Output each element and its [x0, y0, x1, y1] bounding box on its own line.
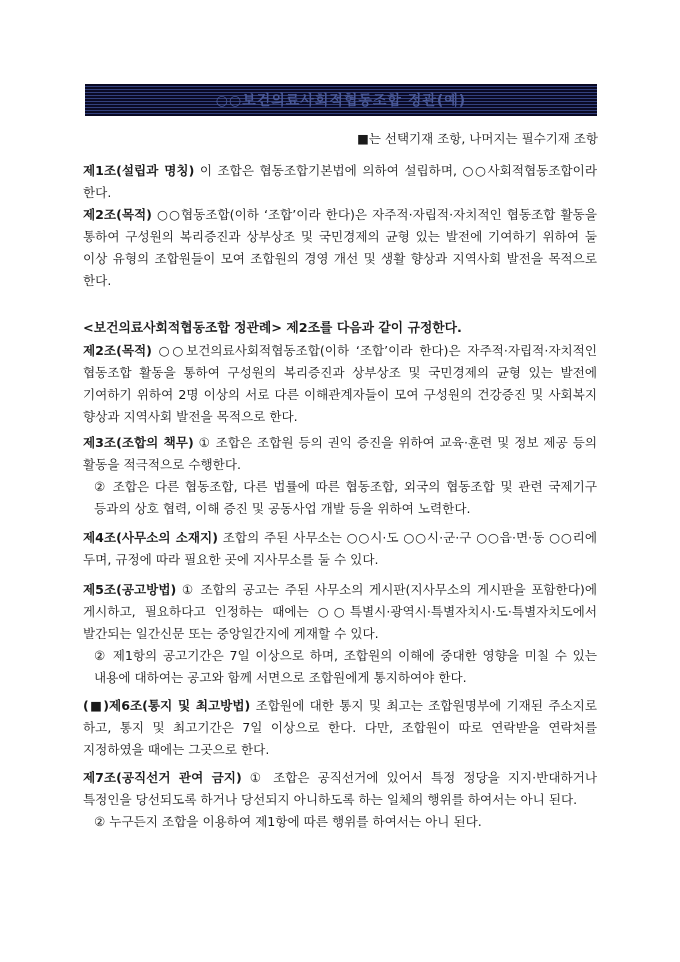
- article-text: ○○보건의료사회적협동조합(이하 ‘조합’이라 한다)은 자주적·자립적·자치적인 협동조합 활동을 통하여 구성원의 복리증진과 상부상조 및 국민경제의 균형 있는 발전에 기여하기 위하여 2명 이상의 서로 다른 이해관계자들이 모여 구성원의 건강증진 및 사회복지 향상과 지역사회 발전을 목적으로 한다.: [83, 343, 597, 424]
- general-article-2: [83, 204, 597, 292]
- article-label: (■)제6조(통지 및 최고방법): [83, 698, 251, 713]
- article-text: 이 조합은 협동조합기본법에 의하여 설립하며, ○○사회적협동조합이라 한다.: [83, 163, 597, 200]
- article-3: [83, 432, 597, 520]
- article-paragraph: ② 조합은 다른 협동조합, 다른 법률에 따른 협동조합, 외국의 협동조합 및 관련 국제기구 등과의 상호 협력, 이해 증진 및 공동사업 개발 등을 위하여 노력한다.: [94, 479, 597, 516]
- article-label: 제2조(목적): [83, 343, 152, 358]
- article-6: [83, 695, 597, 761]
- article-text: 조합의 주된 사무소는 ○○시·도 ○○시·군·구 ○○읍·면·동 ○○리에 두며, 규정에 따라 필요한 곳에 지사무소를 둘 수 있다.: [83, 530, 597, 567]
- article-label: 제1조(설립과 명칭): [83, 163, 195, 178]
- article-2: [83, 340, 597, 428]
- article-label: 제5조(공고방법): [83, 582, 177, 597]
- general-article-1: [83, 160, 597, 204]
- article-label: 제2조(목적): [83, 207, 152, 222]
- article-text: ○○협동조합(이하 ‘조합’이라 한다)은 자주적·자립적·자치적인 협동조합 활동을 통하여 구성원의 복리증진과 상부상조 및 국민경제의 균형 있는 발전에 기여하기 위하여 둘 이상 유형의 조합원들이 모여 조합원의 경영 개선 및 생활 향상과 지역사회 발전을 목적으로 한다.: [83, 207, 597, 288]
- article-text: ① 조합의 공고는 주된 사무소의 게시판(지사무소의 게시판을 포함한다)에 게시하고, 필요하다고 인정하는 때에는 ○○특별시·광역시·특별자치시·도·특별자치도에서 발간되는 일간신문 또는 중앙일간지에 게재할 수 있다.: [83, 582, 597, 641]
- article-label: 제4조(사무소의 소재지): [83, 530, 218, 545]
- article-paragraph: ② 제1항의 공고기간은 7일 이상으로 하며, 조합원의 이해에 중대한 영향을 미칠 수 있는 내용에 대하여는 공고와 함께 서면으로 조합원에게 통지하여야 한다.: [94, 648, 597, 685]
- section-heading: <보건의료사회적협동조합 정관례> 제2조를 다음과 같이 규정한다.: [83, 321, 462, 336]
- title-banner: [85, 84, 597, 116]
- article-label: 제7조(공직선거 관여 금지): [83, 770, 242, 785]
- article-4: [83, 527, 597, 571]
- article-7: [83, 767, 597, 833]
- article-paragraph: ② 누구든지 조합을 이용하여 제1항에 따른 행위를 하여서는 아니 된다.: [94, 814, 482, 829]
- legend-note: ■는 선택기재 조항, 나머지는 필수기재 조항: [357, 131, 598, 146]
- page-title: ○○보건의료사회적협동조합 정관(예): [215, 93, 467, 109]
- article-label: 제3조(조합의 책무): [83, 435, 194, 450]
- article-text: 조합원에 대한 통지 및 최고는 조합원명부에 기재된 주소지로 하고, 통지 및 최고기간은 7일 이상으로 한다. 다만, 조합원이 따로 연락받을 연락처를 지정하였을 때에는 그곳으로 한다.: [83, 698, 597, 757]
- article-text: ① 조합은 공직선거에 있어서 특정 정당을 지지·반대하거나 특정인을 당선되도록 하거나 당선되지 아니하도록 하는 일체의 행위를 하여서는 아니 된다.: [83, 770, 597, 807]
- article-5: [83, 579, 597, 689]
- article-text: ① 조합은 조합원 등의 권익 증진을 위하여 교육·훈련 및 정보 제공 등의 활동을 적극적으로 수행한다.: [83, 435, 597, 472]
